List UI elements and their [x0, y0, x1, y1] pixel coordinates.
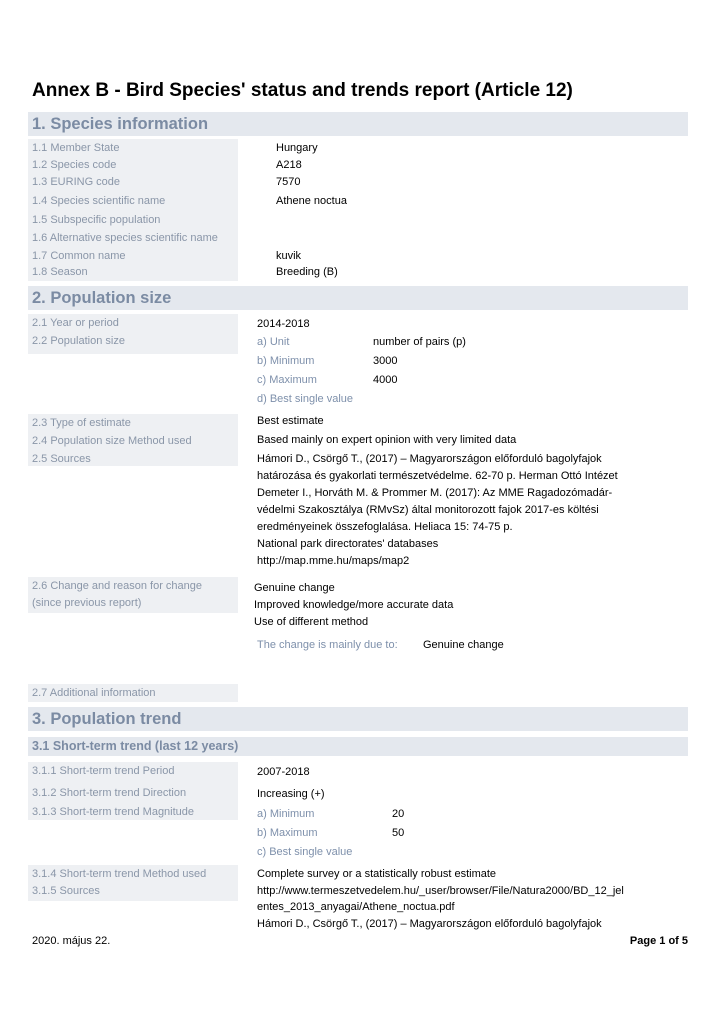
subsection-heading-short-term-trend: 3.1 Short-term trend (last 12 years) [28, 737, 688, 756]
label-unit: a) Unit [257, 336, 290, 348]
value-change: Genuine change [254, 582, 335, 594]
value-common-name: kuvik [276, 250, 302, 262]
label-trend-maximum: b) Maximum [257, 827, 318, 839]
label-change-mainly-due: The change is mainly due to: [257, 639, 398, 651]
label-member-state: 1.1 Member State [32, 142, 120, 154]
label-trend-minimum: a) Minimum [257, 808, 315, 820]
label-year-period: 2.1 Year or period [32, 317, 119, 329]
trend-source-line: http://www.termeszetvedelem.hu/_user/browser/File/Natura2000/BD_12_jel [257, 885, 624, 897]
label-species-code: 1.2 Species code [32, 159, 117, 171]
label-sources: 2.5 Sources [32, 453, 91, 465]
label-method-used: 2.4 Population size Method used [32, 435, 192, 447]
label-change-reason-sub: (since previous report) [32, 597, 142, 609]
value-member-state: Hungary [276, 142, 318, 154]
value-period: 2014-2018 [257, 318, 310, 330]
page-title: Annex B - Bird Species' status and trends report (Article 12) [32, 80, 573, 101]
section-heading-population-trend: 3. Population trend [28, 707, 688, 731]
value-trend-method: Complete survey or a statistically robust estimate [257, 868, 497, 880]
label-type-of-estimate: 2.3 Type of estimate [32, 417, 131, 429]
footer-page-number: Page 1 of 5 [629, 935, 688, 947]
value-trend-minimum: 20 [392, 808, 405, 820]
label-scientific-name: 1.4 Species scientific name [32, 195, 166, 207]
value-trend-maximum: 50 [392, 827, 405, 839]
source-line: eredményeinek összefoglalása. Heliaca 15: 74-75 p. [257, 521, 513, 533]
value-trend-direction: Increasing (+) [257, 788, 325, 800]
value-species-code: A218 [276, 159, 302, 171]
trend-source-line: entes_2013_anyagai/Athene_noctua.pdf [257, 901, 455, 913]
label-euring-code: 1.3 EURING code [32, 176, 121, 188]
trend-source-line: Hámori D., Csörgő T., (2017) – Magyarországon előforduló bagolyfajok [257, 918, 602, 930]
label-common-name: 1.7 Common name [32, 250, 126, 262]
source-line: határozása és gyakorlati természetvédelme. 62-70 p. Herman Ottó Intézet [257, 470, 618, 482]
label-best-single-value: d) Best single value [257, 393, 353, 405]
label-alternative-name: 1.6 Alternative species scientific name [32, 232, 218, 244]
value-change-mainly-due: Genuine change [423, 639, 504, 651]
source-line: védelmi Szakosztálya (RMvSz) által monitorozott fajok 2017-es költési [257, 504, 599, 516]
label-trend-period: 3.1.1 Short-term trend Period [32, 765, 175, 777]
source-line: National park directorates' databases [257, 538, 439, 550]
source-line: http://map.mme.hu/maps/map2 [257, 555, 410, 567]
value-minimum: 3000 [373, 355, 398, 367]
section-heading-population-size: 2. Population size [28, 286, 688, 310]
label-trend-method: 3.1.4 Short-term trend Method used [32, 868, 207, 880]
label-minimum: b) Minimum [257, 355, 315, 367]
label-trend-magnitude: 3.1.3 Short-term trend Magnitude [32, 806, 195, 818]
label-additional-info: 2.7 Additional information [32, 687, 156, 699]
value-change: Improved knowledge/more accurate data [254, 599, 454, 611]
section-heading-species-info: 1. Species information [28, 112, 688, 136]
source-line: Hámori D., Csörgő T., (2017) – Magyarországon előforduló bagolyfajok [257, 453, 602, 465]
value-trend-period: 2007-2018 [257, 766, 310, 778]
label-trend-best-single-value: c) Best single value [257, 846, 353, 858]
source-line: Demeter I., Horváth M. & Prommer M. (2017): Az MME Ragadozómadár- [257, 487, 613, 499]
value-type-of-estimate: Best estimate [257, 415, 324, 427]
label-subspecific-population: 1.5 Subspecific population [32, 214, 161, 226]
label-change-reason: 2.6 Change and reason for change [32, 580, 203, 592]
label-population-size: 2.2 Population size [32, 335, 125, 347]
value-method-used: Based mainly on expert opinion with very limited data [257, 434, 517, 446]
label-trend-sources: 3.1.5 Sources [32, 885, 100, 897]
footer-date: 2020. május 22. [32, 935, 111, 947]
value-euring-code: 7570 [276, 176, 301, 188]
value-scientific-name: Athene noctua [276, 195, 347, 207]
value-unit: number of pairs (p) [373, 336, 466, 348]
value-season: Breeding (B) [276, 266, 338, 278]
label-maximum: c) Maximum [257, 374, 317, 386]
value-maximum: 4000 [373, 374, 398, 386]
value-change: Use of different method [254, 616, 369, 628]
label-season: 1.8 Season [32, 266, 88, 278]
label-trend-direction: 3.1.2 Short-term trend Direction [32, 787, 187, 799]
